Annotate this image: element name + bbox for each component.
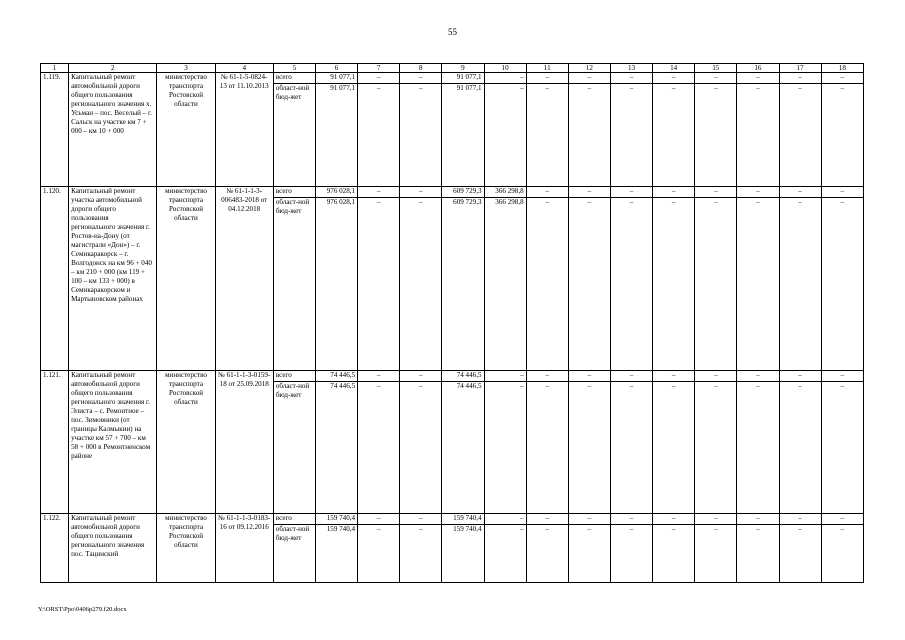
value-col-16: – bbox=[737, 73, 779, 84]
item-number: 1.122. bbox=[41, 514, 69, 583]
value-col-13: – bbox=[610, 514, 652, 525]
value-col-9: 74 446,5 bbox=[442, 382, 484, 514]
value-col-13: – bbox=[610, 84, 652, 187]
value-col-15: – bbox=[695, 514, 737, 525]
column-header: 3 bbox=[157, 64, 215, 73]
value-col-10: – bbox=[484, 382, 526, 514]
value-col-7: – bbox=[358, 198, 400, 371]
total-value: 91 077,1 bbox=[315, 84, 357, 187]
funding-source: всего bbox=[273, 73, 315, 84]
table-row bbox=[41, 371, 864, 382]
item-number: 1.120. bbox=[41, 187, 69, 371]
responsible-organization: министерство транспорта Ростовской области bbox=[157, 187, 215, 371]
responsible-organization: министерство транспорта Ростовской области bbox=[157, 514, 215, 583]
column-header: 8 bbox=[400, 64, 442, 73]
funding-source: област-ной бюд-жет bbox=[273, 84, 315, 187]
value-col-9: 74 446,5 bbox=[442, 371, 484, 382]
value-col-14: – bbox=[653, 84, 695, 187]
value-col-7: – bbox=[358, 525, 400, 583]
value-col-12: – bbox=[568, 371, 610, 382]
item-number: 1.121. bbox=[41, 371, 69, 514]
column-header: 6 bbox=[315, 64, 357, 73]
value-col-8: – bbox=[400, 84, 442, 187]
value-col-11: – bbox=[526, 514, 568, 525]
value-col-8: – bbox=[400, 371, 442, 382]
value-col-8: – bbox=[400, 514, 442, 525]
table-row bbox=[41, 187, 864, 198]
value-col-10: 366 298,8 bbox=[484, 187, 526, 198]
column-header: 10 bbox=[484, 64, 526, 73]
value-col-14: – bbox=[653, 73, 695, 84]
value-col-14: – bbox=[653, 382, 695, 514]
value-col-17: – bbox=[779, 84, 821, 187]
value-col-7: – bbox=[358, 187, 400, 198]
document-reference: № 61-1-1-3-0183-16 от 09.12.2016 bbox=[215, 514, 273, 583]
column-header: 12 bbox=[568, 64, 610, 73]
page-number: 55 bbox=[448, 27, 457, 37]
value-col-13: – bbox=[610, 371, 652, 382]
value-col-11: – bbox=[526, 73, 568, 84]
value-col-15: – bbox=[695, 198, 737, 371]
column-number-row bbox=[41, 64, 864, 73]
budget-table bbox=[40, 63, 864, 583]
total-value: 74 446,5 bbox=[315, 371, 357, 382]
value-col-10: 366 298,8 bbox=[484, 198, 526, 371]
value-col-12: – bbox=[568, 73, 610, 84]
value-col-16: – bbox=[737, 187, 779, 198]
value-col-12: – bbox=[568, 198, 610, 371]
value-col-14: – bbox=[653, 187, 695, 198]
value-col-9: 609 729,3 bbox=[442, 187, 484, 198]
value-col-11: – bbox=[526, 371, 568, 382]
table-row bbox=[41, 73, 864, 84]
value-col-12: – bbox=[568, 382, 610, 514]
value-col-13: – bbox=[610, 525, 652, 583]
value-col-13: – bbox=[610, 382, 652, 514]
object-name: Капитальный ремонт автомобильной дороги общего пользования регионального значения пос. Тацинский bbox=[69, 514, 157, 583]
value-col-10: – bbox=[484, 371, 526, 382]
value-col-9: 159 740,4 bbox=[442, 514, 484, 525]
value-col-9: 159 740,4 bbox=[442, 525, 484, 583]
value-col-16: – bbox=[737, 382, 779, 514]
value-col-15: – bbox=[695, 73, 737, 84]
total-value: 159 740,4 bbox=[315, 525, 357, 583]
column-header: 1 bbox=[41, 64, 69, 73]
total-value: 91 077,1 bbox=[315, 73, 357, 84]
funding-source: всего bbox=[273, 514, 315, 525]
value-col-16: – bbox=[737, 198, 779, 371]
value-col-15: – bbox=[695, 371, 737, 382]
column-header: 7 bbox=[358, 64, 400, 73]
value-col-10: – bbox=[484, 73, 526, 84]
value-col-17: – bbox=[779, 382, 821, 514]
value-col-16: – bbox=[737, 514, 779, 525]
value-col-18: – bbox=[821, 198, 863, 371]
item-number: 1.119. bbox=[41, 73, 69, 187]
value-col-12: – bbox=[568, 525, 610, 583]
value-col-11: – bbox=[526, 525, 568, 583]
value-col-17: – bbox=[779, 514, 821, 525]
funding-source: област-ной бюд-жет bbox=[273, 525, 315, 583]
value-col-13: – bbox=[610, 198, 652, 371]
object-name: Капитальный ремонт автомобильной дороги общего пользования регионального значения х. Усьман – пос. Веселый – г. Сальск на участке км 7 + 000 – км 10 + 000 bbox=[69, 73, 157, 187]
value-col-17: – bbox=[779, 198, 821, 371]
value-col-10: – bbox=[484, 514, 526, 525]
value-col-18: – bbox=[821, 371, 863, 382]
value-col-14: – bbox=[653, 198, 695, 371]
value-col-15: – bbox=[695, 525, 737, 583]
value-col-13: – bbox=[610, 73, 652, 84]
column-header: 14 bbox=[653, 64, 695, 73]
value-col-10: – bbox=[484, 525, 526, 583]
value-col-10: – bbox=[484, 84, 526, 187]
value-col-18: – bbox=[821, 84, 863, 187]
value-col-12: – bbox=[568, 514, 610, 525]
value-col-17: – bbox=[779, 187, 821, 198]
value-col-15: – bbox=[695, 84, 737, 187]
value-col-17: – bbox=[779, 371, 821, 382]
value-col-9: 609 729,3 bbox=[442, 198, 484, 371]
value-col-13: – bbox=[610, 187, 652, 198]
column-header: 11 bbox=[526, 64, 568, 73]
document-reference: № 61-1-1-3-0159-18 от 25.09.2018 bbox=[215, 371, 273, 514]
column-header: 5 bbox=[273, 64, 315, 73]
value-col-9: 91 077,1 bbox=[442, 84, 484, 187]
value-col-11: – bbox=[526, 382, 568, 514]
value-col-17: – bbox=[779, 73, 821, 84]
object-name: Капитальный ремонт участка автомобильной дороги общего пользования регионального значения г. Ростов-на-Дону (от магистрали «Дон») – г. Семикаракорск – г. Волгодонск на км 96 + 040 – км 210 + 000 (км 119 + 100 – км 133 + 000) в Семикаракорском и Мартыновском районах bbox=[69, 187, 157, 371]
column-header: 2 bbox=[69, 64, 157, 73]
column-header: 13 bbox=[610, 64, 652, 73]
value-col-18: – bbox=[821, 382, 863, 514]
object-name: Капитальный ремонт автомобильной дороги общего пользования регионального значения г. Элиста – с. Ремонтное – пос. Зимовники (от границы Калмыкии) на участке км 57 + 700 – км 58 + 000 в Ремонтненском районе bbox=[69, 371, 157, 514]
column-header: 18 bbox=[821, 64, 863, 73]
value-col-12: – bbox=[568, 84, 610, 187]
document-reference: № 61-1-5-0824-13 от 11.10.2013 bbox=[215, 73, 273, 187]
value-col-8: – bbox=[400, 198, 442, 371]
funding-source: област-ной бюд-жет bbox=[273, 198, 315, 371]
total-value: 976 028,1 bbox=[315, 198, 357, 371]
value-col-9: 91 077,1 bbox=[442, 73, 484, 84]
table-row bbox=[41, 514, 864, 525]
value-col-17: – bbox=[779, 525, 821, 583]
value-col-11: – bbox=[526, 84, 568, 187]
funding-source: област-ной бюд-жет bbox=[273, 382, 315, 514]
value-col-16: – bbox=[737, 371, 779, 382]
column-header: 15 bbox=[695, 64, 737, 73]
column-header: 4 bbox=[215, 64, 273, 73]
total-value: 159 740,4 bbox=[315, 514, 357, 525]
value-col-7: – bbox=[358, 382, 400, 514]
value-col-11: – bbox=[526, 187, 568, 198]
value-col-14: – bbox=[653, 514, 695, 525]
value-col-8: – bbox=[400, 187, 442, 198]
value-col-7: – bbox=[358, 371, 400, 382]
value-col-7: – bbox=[358, 84, 400, 187]
column-header: 17 bbox=[779, 64, 821, 73]
column-header: 16 bbox=[737, 64, 779, 73]
funding-source: всего bbox=[273, 371, 315, 382]
value-col-7: – bbox=[358, 514, 400, 525]
responsible-organization: министерство транспорта Ростовской области bbox=[157, 73, 215, 187]
value-col-18: – bbox=[821, 73, 863, 84]
value-col-14: – bbox=[653, 525, 695, 583]
value-col-8: – bbox=[400, 525, 442, 583]
value-col-8: – bbox=[400, 73, 442, 84]
document-reference: № 61-1-1-3-006483-2018 от 04.12.2018 bbox=[215, 187, 273, 371]
value-col-15: – bbox=[695, 382, 737, 514]
column-header: 9 bbox=[442, 64, 484, 73]
file-path-footer: Y:\ORST\Ppo\0406p279.f20.docx bbox=[38, 606, 127, 613]
value-col-8: – bbox=[400, 382, 442, 514]
funding-source: всего bbox=[273, 187, 315, 198]
responsible-organization: министерство транспорта Ростовской области bbox=[157, 371, 215, 514]
value-col-12: – bbox=[568, 187, 610, 198]
total-value: 976 028,1 bbox=[315, 187, 357, 198]
value-col-18: – bbox=[821, 514, 863, 525]
value-col-7: – bbox=[358, 73, 400, 84]
value-col-18: – bbox=[821, 187, 863, 198]
value-col-18: – bbox=[821, 525, 863, 583]
value-col-14: – bbox=[653, 371, 695, 382]
value-col-15: – bbox=[695, 187, 737, 198]
value-col-16: – bbox=[737, 525, 779, 583]
value-col-11: – bbox=[526, 198, 568, 371]
value-col-16: – bbox=[737, 84, 779, 187]
total-value: 74 446,5 bbox=[315, 382, 357, 514]
